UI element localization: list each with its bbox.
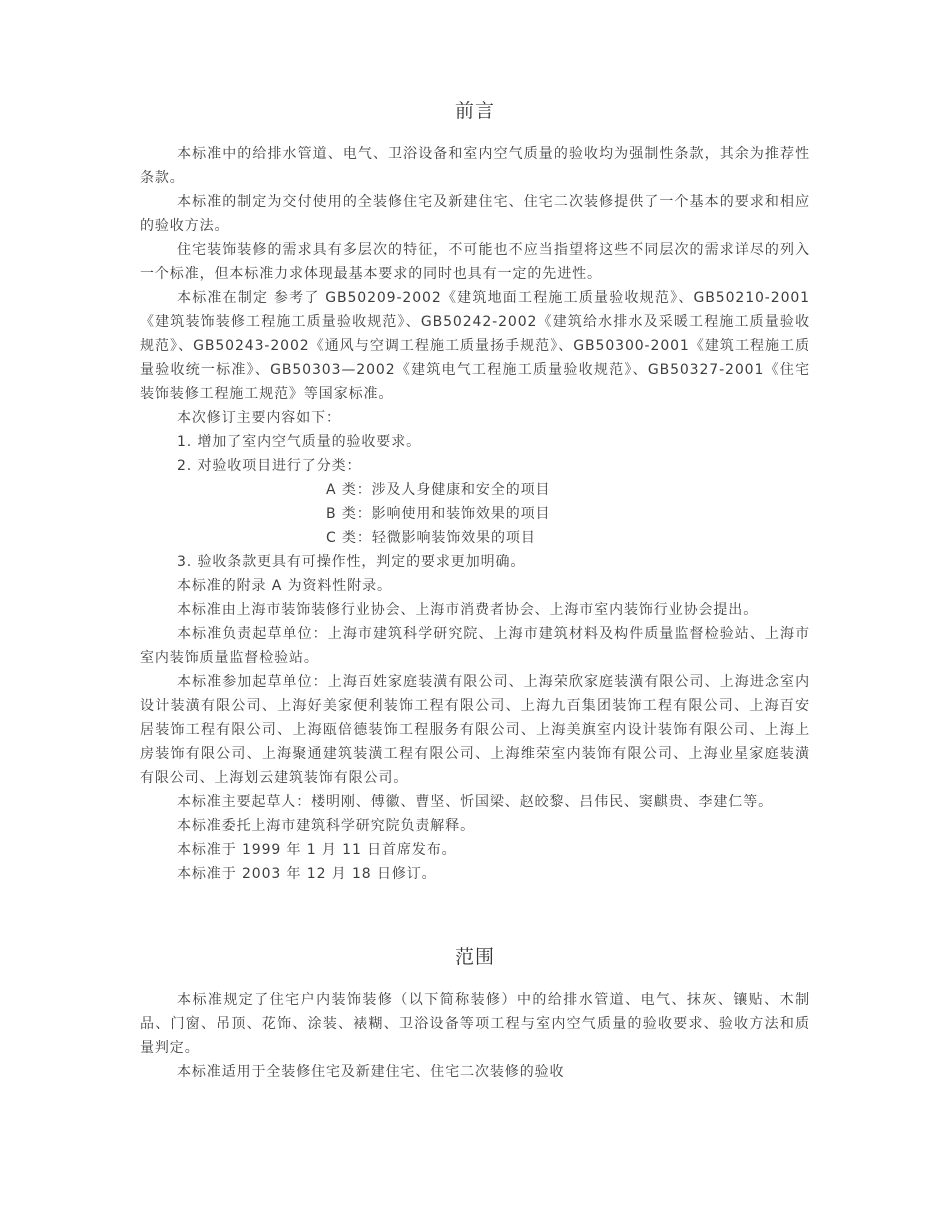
paragraph: 本标准的附录 A 为资料性附录。 (177, 578, 392, 594)
list-item: 3. 验收条款更具有可操作性，判定的要求更加明确。 (177, 554, 526, 570)
paragraph: 住宅装饰装修的需求具有多层次的特征，不可能也不应当指望将这些不同层次的需求详尽的列入一个标准，但本标准力求体现最基本要求的同时也具有一定的先进性。 (140, 242, 810, 282)
paragraph: 本标准委托上海市建筑科学研究院负责解释。 (177, 818, 475, 834)
category-item-c: C 类：轻微影响装饰效果的项目 (326, 530, 536, 546)
paragraph-references: 本标准在制定 参考了 GB50209-2002《建筑地面工程施工质量验收规范》、GB50210-2001《建筑装饰装修工程施工质量验收规范》、GB50242-2002《建筑给水排水及采暖工程施工质量验收规范》、GB50243-2002《通风与空调工程施工质量扬手规范》、GB50300-2001《建筑工程施工质量验收统一标准》、GB50303—2002《建筑电气工程施工质量验收规范》、GB50327-2001《住宅装饰装修工程施工规范》等国家标准。 (140, 290, 810, 402)
category-item-a: A 类：涉及人身健康和安全的项目 (326, 482, 551, 498)
paragraph: 本标准适用于全装修住宅及新建住宅、住宅二次装修的验收 (177, 1064, 565, 1080)
section-title-scope: 范围 (454, 946, 495, 968)
category-item-b: B 类：影响使用和装饰效果的项目 (326, 506, 551, 522)
section-title-preface: 前言 (454, 100, 495, 122)
preface-body (140, 142, 810, 886)
paragraph: 本标准参加起草单位：上海百姓家庭装潢有限公司、上海荣欣家庭装潢有限公司、上海进念室内设计装潢有限公司、上海好美家便利装饰工程有限公司、上海九百集团装饰工程有限公司、上海百安居装饰工程有限公司、上海瓯倍德装饰工程服务有限公司、上海美旗室内设计装饰有限公司、上海上房装饰有限公司、上海聚通建筑装潢工程有限公司、上海维荣室内装饰有限公司、上海业星家庭装潢有限公司、上海划云建筑装饰有限公司。 (140, 674, 810, 786)
paragraph: 本标准由上海市装饰装修行业协会、上海市消费者协会、上海市室内装饰行业协会提出。 (177, 602, 759, 618)
scope-body (140, 988, 810, 1084)
list-item: 2. 对验收项目进行了分类： (177, 458, 362, 474)
paragraph: 本标准规定了住宅户内装饰装修（以下简称装修）中的给排水管道、电气、抹灰、镶贴、木制品、门窗、吊顶、花饰、涂装、裱糊、卫浴设备等项工程与室内空气质量的验收要求、验收方法和质量判定。 (140, 992, 810, 1056)
paragraph: 本标准主要起草人：楼明刚、傅徽、曹坚、忻国梁、赵皎黎、吕伟民、窦麒贵、李建仁等。 (177, 794, 773, 810)
list-item: 1. 增加了室内空气质量的验收要求。 (177, 434, 422, 450)
paragraph: 本标准中的给排水管道、电气、卫浴设备和室内空气质量的验收均为强制性条款，其余为推荐性条款。 (140, 146, 810, 186)
paragraph: 本标准负责起草单位：上海市建筑科学研究院、上海市建筑材料及构件质量监督检验站、上海市室内装饰质量监督检验站。 (140, 626, 810, 666)
paragraph: 本标准于 1999 年 1 月 11 日首席发布。 (177, 842, 457, 858)
paragraph: 本标准的制定为交付使用的全装修住宅及新建住宅、住宅二次装修提供了一个基本的要求和相应的验收方法。 (140, 194, 810, 234)
paragraph: 本次修订主要内容如下： (177, 410, 341, 426)
paragraph: 本标准于 2003 年 12 月 18 日修订。 (177, 866, 437, 882)
